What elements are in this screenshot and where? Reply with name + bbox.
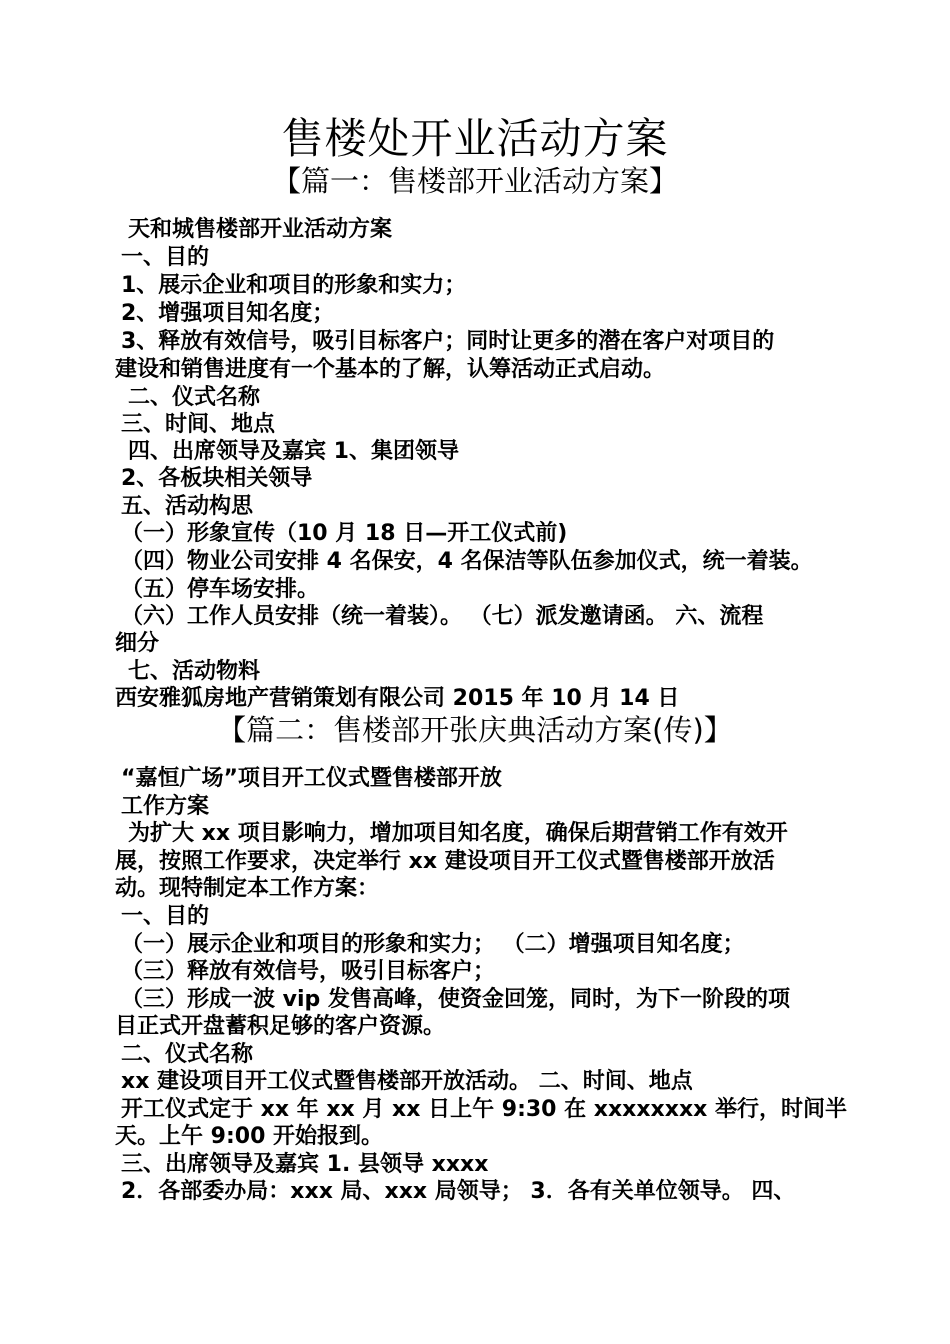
document-title: 售楼处开业活动方案 xyxy=(281,114,669,163)
part1-line: 一、目的 xyxy=(121,245,210,270)
part2-heading: 【篇二：售楼部开张庆典活动方案(传)】 xyxy=(217,713,733,747)
part2-line: 动。现特制定本工作方案： xyxy=(115,876,380,901)
part1-line: 1、展示企业和项目的形象和实力； xyxy=(121,273,467,298)
part1-heading: 【篇一：售楼部开业活动方案】 xyxy=(271,164,678,198)
part1-line: 三、时间、地点 xyxy=(121,412,276,437)
part1-signature: 西安雅狐房地产营销策划有限公司 2015 年 10 月 14 日 xyxy=(115,686,680,711)
part2-line: “嘉恒广场”项目开工仪式暨售楼部开放 xyxy=(121,766,502,791)
part2-line: 为扩大 xx 项目影响力，增加项目知名度，确保后期营销工作有效开 xyxy=(128,821,788,846)
part2-line: 三、出席领导及嘉宾 1. 县领导 xxxx xyxy=(121,1152,489,1177)
part2-line: 天。上午 9:00 开始报到。 xyxy=(115,1124,384,1149)
part1-line: 五、活动构思 xyxy=(121,494,254,519)
part1-line: （五）停车场安排。 xyxy=(121,577,320,602)
part1-line: 四、出席领导及嘉宾 1、集团领导 xyxy=(128,439,459,464)
part1-line: （一）形象宣传（10 月 18 日—开工仪式前) xyxy=(121,521,568,546)
part1-line: 七、活动物料 xyxy=(128,659,261,684)
part2-line: xx 建设项目开工仪式暨售楼部开放活动。 二、时间、地点 xyxy=(121,1069,693,1094)
part2-line: 一、目的 xyxy=(121,904,210,929)
part2-line: 工作方案 xyxy=(121,794,210,819)
part2-line: 展，按照工作要求，决定举行 xx 建设项目开工仪式暨售楼部开放活 xyxy=(115,849,775,874)
part1-line: 2、增强项目知名度； xyxy=(121,301,335,326)
part1-line: 2、各板块相关领导 xyxy=(121,466,313,491)
part2-line: 2．各部委办局：xxx 局、xxx 局领导； 3．各有关单位领导。 四、 xyxy=(121,1179,796,1204)
part2-line: （三）释放有效信号，吸引目标客户； xyxy=(121,959,496,984)
part1-line: 二、仪式名称 xyxy=(128,385,261,410)
part1-line: （四）物业公司安排 4 名保安，4 名保洁等队伍参加仪式，统一着装。 xyxy=(121,549,813,574)
part1-line: 天和城售楼部开业活动方案 xyxy=(128,217,393,242)
part1-line: 建设和销售进度有一个基本的了解，认筹活动正式启动。 xyxy=(115,357,666,382)
part1-line: 3、释放有效信号，吸引目标客户；同时让更多的潜在客户对项目的 xyxy=(121,329,775,354)
part1-line: 细分 xyxy=(115,631,160,656)
part1-line: （六）工作人员安排（统一着装）。 （七）派发邀请函。 六、流程 xyxy=(121,604,764,629)
part2-line: 目正式开盘蓄积足够的客户资源。 xyxy=(115,1014,446,1039)
part2-line: （三）形成一波 vip 发售高峰，使资金回笼，同时，为下一阶段的项 xyxy=(121,987,790,1012)
part2-line: 开工仪式定于 xx 年 xx 月 xx 日上午 9:30 在 xxxxxxxx 举行，时间半 xyxy=(121,1097,847,1122)
part2-line: 二、仪式名称 xyxy=(121,1042,254,1067)
part2-line: （一）展示企业和项目的形象和实力； （二）增强项目知名度； xyxy=(121,932,745,957)
